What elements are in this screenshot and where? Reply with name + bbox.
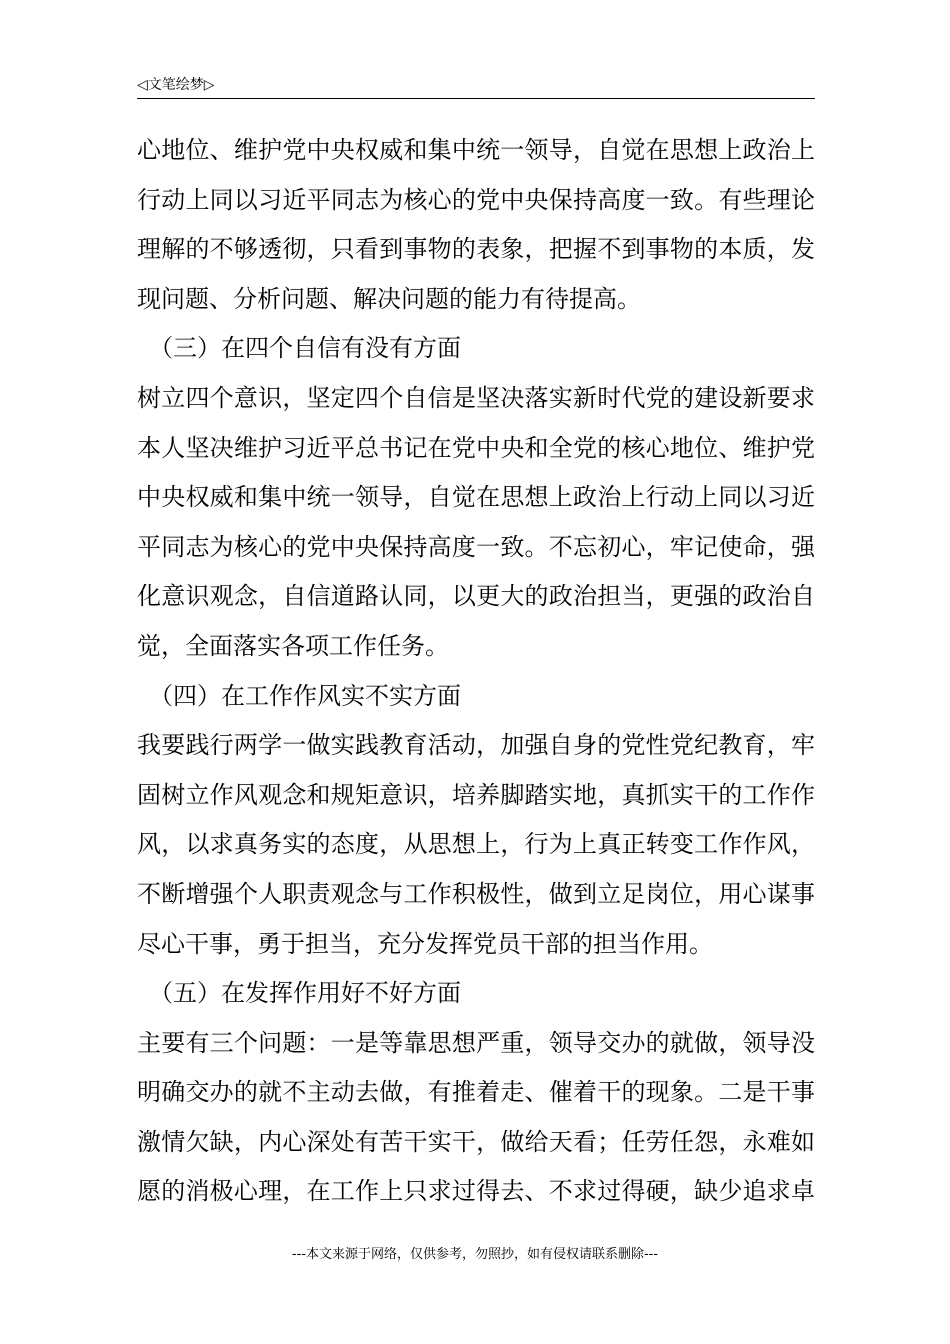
paragraph-line: 树立四个意识，坚定四个自信是坚决落实新时代党的建设新要求: [137, 383, 815, 412]
paragraph-line: 不断增强个人职责观念与工作积极性，做到立足岗位，用心谋事: [137, 879, 815, 908]
paragraph-line: 现问题、分析问题、解决问题的能力有待提高。: [137, 284, 641, 313]
paragraph-line: 明确交办的就不主动去做，有推着走、催着干的现象。二是干事: [137, 1078, 815, 1107]
header-title: ◁文笔绘梦▷: [137, 77, 215, 93]
paragraph-line: 理解的不够透彻，只看到事物的表象，把握不到事物的本质，发: [137, 235, 815, 264]
paragraph-line: 风，以求真务实的态度，从思想上，行为上真正转变工作作风，: [137, 830, 815, 859]
paragraph-line: 行动上同以习近平同志为核心的党中央保持高度一致。有些理论: [137, 185, 815, 214]
paragraph-line: 觉，全面落实各项工作任务。: [137, 631, 449, 660]
section-heading: （五）在发挥作用好不好方面: [149, 979, 461, 1008]
paragraph-line: 主要有三个问题：一是等靠思想严重，领导交办的就做，领导没: [137, 1028, 815, 1057]
page-header: [137, 74, 815, 99]
paragraph-line: 平同志为核心的党中央保持高度一致。不忘初心，牢记使命，强: [137, 532, 815, 561]
paragraph-line: 愿的消极心理，在工作上只求过得去、不求过得硬，缺少追求卓: [137, 1177, 815, 1206]
paragraph-line: 激情欠缺，内心深处有苦干实干，做给天看；任劳任怨，永难如: [137, 1127, 815, 1156]
paragraph-line: 本人坚决维护习近平总书记在党中央和全党的核心地位、维护党: [137, 433, 815, 462]
page-footer: ---本文来源于网络，仅供参考，勿照抄，如有侵权请联系删除---: [291, 1247, 659, 1262]
paragraph-line: 我要践行两学一做实践教育活动，加强自身的党性党纪教育，牢: [137, 731, 815, 760]
section-heading: （三）在四个自信有没有方面: [149, 334, 461, 363]
paragraph-line: 尽心干事，勇于担当，充分发挥党员干部的担当作用。: [137, 929, 713, 958]
document-body: [137, 126, 815, 1217]
section-heading: （四）在工作作风实不实方面: [149, 681, 461, 710]
paragraph-line: 固树立作风观念和规矩意识，培养脚踏实地，真抓实干的工作作: [137, 780, 815, 809]
paragraph-line: 中央权威和集中统一领导，自觉在思想上政治上行动上同以习近: [137, 483, 815, 512]
paragraph-line: 化意识观念，自信道路认同，以更大的政治担当，更强的政治自: [137, 582, 815, 611]
paragraph-line: 心地位、维护党中央权威和集中统一领导，自觉在思想上政治上: [137, 136, 815, 164]
